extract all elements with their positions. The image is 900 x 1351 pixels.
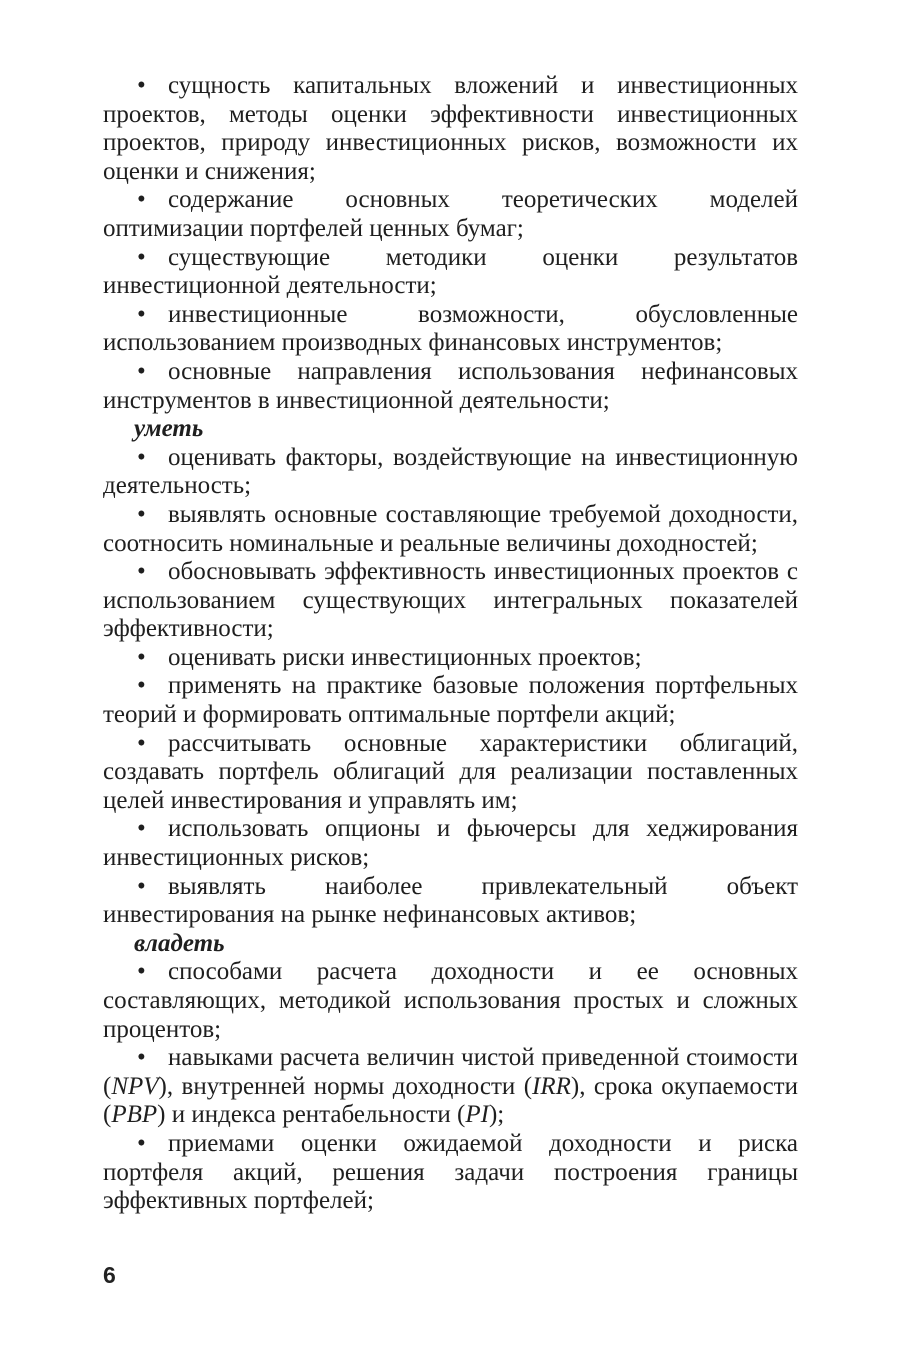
list-item: • инвестиционные возможности, обусловленные использованием производных финансовых инструментов;	[103, 300, 798, 357]
list-item: • оценивать факторы, воздействующие на инвестиционную деятельность;	[103, 443, 798, 500]
list-item: • способами расчета доходности и ее основных составляющих, методикой использования простых и сложных процентов;	[103, 958, 798, 1043]
list-item: • применять на практике базовые положения портфельных теорий и формировать оптимальные портфели акций;	[103, 672, 798, 729]
list-item: • оценивать риски инвестиционных проектов;	[137, 643, 642, 671]
bullet: •	[137, 815, 146, 843]
bullet: •	[137, 72, 146, 99]
list-item: • сущность капитальных вложений и инвестиционных проектов, методы оценки эффективности инвестиционных проектов, природу инвестиционных рисков, возможности их оценки и снижения;	[103, 72, 798, 185]
abbr-irr: IRR	[532, 1072, 571, 1100]
bullet: •	[137, 300, 146, 328]
bullet: •	[137, 500, 146, 528]
list-item: • выявлять наиболее привлекательный объект инвестирования на рынке нефинансовых активов;	[103, 872, 798, 929]
bullet: •	[137, 1044, 146, 1072]
page-number: 6	[103, 1262, 116, 1288]
bullet: •	[137, 872, 146, 900]
bullet: •	[137, 243, 146, 271]
bullet: •	[137, 186, 146, 214]
list-item: • приемами оценки ожидаемой доходности и риска портфеля акций, решения задачи построения границы эффективных портфелей;	[103, 1129, 798, 1215]
list-item: • содержание основных теоретических моделей оптимизации портфелей ценных бумаг;	[103, 186, 798, 242]
abbr-pbp: PBP	[111, 1101, 158, 1129]
abbr-pi: PI	[465, 1101, 489, 1129]
list-item: • основные направления использования нефинансовых инструментов в инвестиционной деятельности;	[103, 357, 798, 414]
page-body	[103, 72, 798, 1216]
list-item: • рассчитывать основные характеристики облигаций, создавать портфель облигаций для реализации поставленных целей инвестирования и управлять им;	[103, 729, 798, 814]
abbr-npv: NPV	[111, 1072, 159, 1100]
bullet: •	[137, 958, 146, 986]
section-heading-umet: уметь	[134, 415, 204, 443]
bullet: •	[137, 729, 146, 757]
bullet: •	[137, 558, 146, 586]
list-item: • обосновывать эффективность инвестиционных проектов с использованием существующих интегральных показателей эффективности;	[103, 558, 798, 643]
bullet: •	[137, 357, 146, 385]
list-item: • использовать опционы и фьючерсы для хеджирования инвестиционных рисков;	[103, 815, 798, 872]
bullet: •	[137, 443, 146, 471]
list-item: • существующие методики оценки результатов инвестиционной деятельности;	[103, 243, 798, 300]
list-item: • выявлять основные составляющие требуемой доходности, соотносить номинальные и реальные величины доходностей;	[103, 500, 798, 557]
bullet: •	[137, 643, 146, 671]
section-heading-vladet: владеть	[134, 929, 225, 957]
list-item: • навыками расчета величин чистой приведенной стоимости (NPV), внутренней нормы доходности (IRR), срока окупаемости (PBP) и индекса рентабельности (PI);	[103, 1044, 798, 1129]
bullet: •	[137, 1129, 146, 1157]
bullet: •	[137, 672, 146, 700]
